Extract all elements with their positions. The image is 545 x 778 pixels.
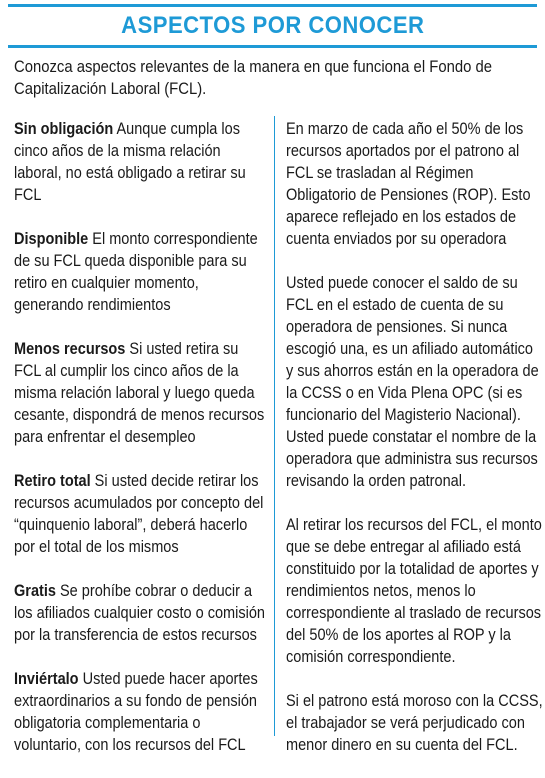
intro-paragraph: Conozca aspectos relevantes de la manera en que funciona el Fondo de Capitalización Laboral (FCL). xyxy=(14,58,492,98)
paragraph: Si el patrono está moroso con la CCSS, el trabajador se verá perjudicado con menor dinero en su cuenta del FCL. xyxy=(286,692,543,754)
list-item xyxy=(14,118,269,206)
item-text: Aunque cumpla los cinco años de la misma relación laboral, no está obligado a retirar su FCL xyxy=(14,120,246,204)
list-item xyxy=(14,338,269,448)
page-title: ASPECTOS POR CONOCER xyxy=(120,12,425,39)
paragraph: Usted puede conocer el saldo de su FCL en el estado de cuenta de su operadora de pensiones. Si nunca escogió una, es un afiliado automático y sus ahorros están en la operadora de la CCSS o en Vida Plena OPC (si es funcionario del Magisterio Nacional). Usted puede constatar el nombre de la operadora que administra sus recursos revisando la orden patronal. xyxy=(286,274,539,490)
list-item xyxy=(14,228,269,316)
item-text: El monto correspondiente de su FCL queda disponible para su retiro en cualquier momento, generando rendimientos xyxy=(14,230,258,314)
right-column xyxy=(286,118,543,778)
column-divider xyxy=(274,116,275,736)
item-term: Sin obligación xyxy=(14,120,114,138)
item-text: Si usted decide retirar los recursos acumulados por concepto del “quinquenio laboral”, deberá hacerlo por el total de los mismos xyxy=(14,472,264,556)
list-item xyxy=(14,580,269,646)
paragraph: Al retirar los recursos del FCL, el monto que se debe entregar al afiliado está constituido por la totalidad de aportes y rendimientos netos, menos lo correspondiente al traslado de recursos del 50% de los aportes al ROP y la comisión correspondiente. xyxy=(286,516,542,666)
item-term: Retiro total xyxy=(14,472,91,490)
item-term: Gratis xyxy=(14,582,56,600)
list-item xyxy=(14,668,269,756)
title-bar xyxy=(8,4,537,48)
item-text: Usted puede hacer aportes extraordinarios a su fondo de pensión obligatoria complementaria o voluntario, con los recursos del FCL xyxy=(14,670,258,754)
item-term: Menos recursos xyxy=(14,340,126,358)
item-term: Inviértalo xyxy=(14,670,79,688)
item-text: Si usted retira su FCL al cumplir los cinco años de la misma relación laboral y luego queda cesante, dispondrá de menos recursos para enfrentar el desempleo xyxy=(14,340,265,446)
left-column xyxy=(14,118,269,778)
item-term: Disponible xyxy=(14,230,89,248)
item-text: Se prohíbe cobrar o deducir a los afiliados cualquier costo o comisión por la transferencia de estos recursos xyxy=(14,582,266,644)
list-item xyxy=(14,470,269,558)
paragraph: En marzo de cada año el 50% de los recursos aportados por el patrono al FCL se trasladan al Régimen Obligatorio de Pensiones (ROP). Esto aparece reflejado en los estados de cuenta enviados por su operadora xyxy=(286,120,531,248)
